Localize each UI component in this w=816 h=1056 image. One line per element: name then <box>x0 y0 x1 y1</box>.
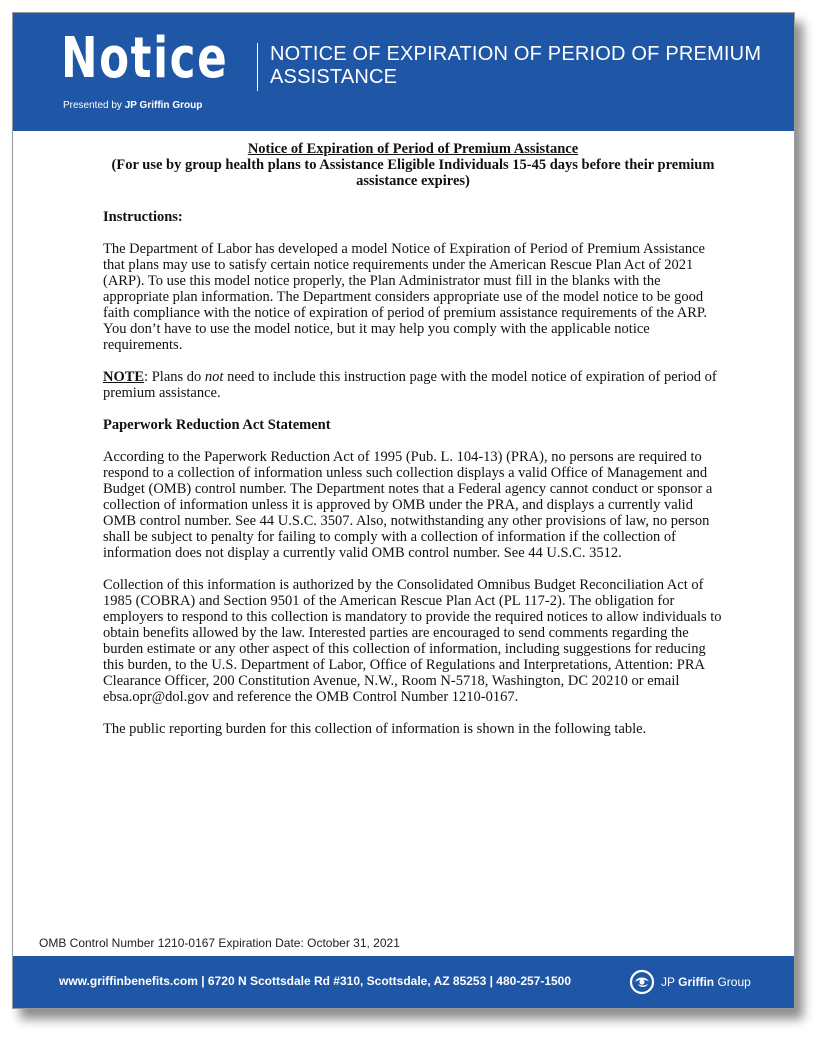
note-emphasis: not <box>204 369 224 385</box>
footer-logo-prefix: JP <box>661 975 679 989</box>
footer-logo-bold: Griffin <box>678 975 715 989</box>
note-text-2: need to include this instruction page with the model notice of expiration of period of premium assistance. <box>103 369 717 401</box>
note-label: NOTE <box>103 369 145 385</box>
pra-paragraph-3: The public reporting burden for this collection of information is shown in the following table. <box>103 721 647 737</box>
instructions-heading: Instructions: <box>103 209 183 225</box>
document-body <box>103 141 723 753</box>
header-title: NOTICE OF EXPIRATION OF PERIOD OF PREMIUM ASSISTANCE <box>270 43 762 88</box>
document-subtitle: (For use by group health plans to Assistance Eligible Individuals 15-45 days before their premium assistance expires) <box>111 157 715 189</box>
note-text-1: : Plans do <box>144 369 205 385</box>
omb-control-line: OMB Control Number 1210-0167 Expiration Date: October 31, 2021 <box>39 936 400 950</box>
presented-by <box>63 100 202 111</box>
jp-griffin-logo-icon <box>629 969 655 995</box>
note-paragraph <box>103 369 723 401</box>
pra-heading: Paperwork Reduction Act Statement <box>103 417 331 433</box>
document-page <box>12 12 795 1009</box>
footer-logo-suffix: Group <box>714 975 751 989</box>
presented-prefix: Presented by <box>63 100 125 111</box>
presented-brand: JP Griffin Group <box>124 100 203 111</box>
document-title: Notice of Expiration of Period of Premium Assistance <box>247 141 579 157</box>
pra-paragraph-1: According to the Paperwork Reduction Act of 1995 (Pub. L. 104-13) (PRA), no persons are required to respond to a collection of information unless such collection displays a valid Office of Management and Budget (OMB) control number. The Department notes that a Federal agency cannot conduct or sponsor a collection of information unless it is approved by OMB under the PRA, and displays a currently valid OMB control number. See 44 U.S.C. 3507. Also, notwithstanding any other provisions of law, no person shall be subject to penalty for failing to comply with a collection of information if the collection of information does not display a currently valid OMB control number. See 44 U.S.C. 3512. <box>103 449 713 561</box>
pra-paragraph-2: Collection of this information is authorized by the Consolidated Omnibus Budget Reconciliation Act of 1985 (COBRA) and Section 9501 of the American Rescue Plan Act (PL 117-2). The obligation for employers to respond to this collection is mandatory to provide the required notices to allow individuals to obtain benefits allowed by the law. Interested parties are encouraged to send comments regarding the burden estimate or any other aspect of this collection of information, including suggestions for reducing this burden, to the U.S. Department of Labor, Office of Regulations and Interpretations, Attention: PRA Clearance Officer, 200 Constitution Avenue, N.W., Room N-5718, Washington, DC 20210 or email ebsa.opr@dol.gov and reference the OMB Control Number 1210-0167. <box>103 577 722 705</box>
header-banner <box>13 13 794 131</box>
notice-logo: Notice <box>61 26 229 91</box>
instructions-paragraph: The Department of Labor has developed a model Notice of Expiration of Period of Premium Assistance that plans may use to satisfy certain notice requirements under the American Rescue Plan Act of 2021 (ARP). To use this model notice properly, the Plan Administrator must fill in the blanks with the appropriate plan information. The Department considers appropriate use of the model notice to be good faith compliance with the notice of expiration of period of premium assistance requirements of the ARP. You don’t have to use the model notice, but it may help you comply with the applicable notice requirements. <box>103 241 708 353</box>
footer-logo-text <box>661 975 751 989</box>
footer-banner <box>13 956 794 1008</box>
footer-logo <box>629 969 751 995</box>
header-divider <box>257 43 258 91</box>
footer-contact: www.griffinbenefits.com | 6720 N Scottsdale Rd #310, Scottsdale, AZ 85253 | 480-257-1500 <box>59 974 572 988</box>
